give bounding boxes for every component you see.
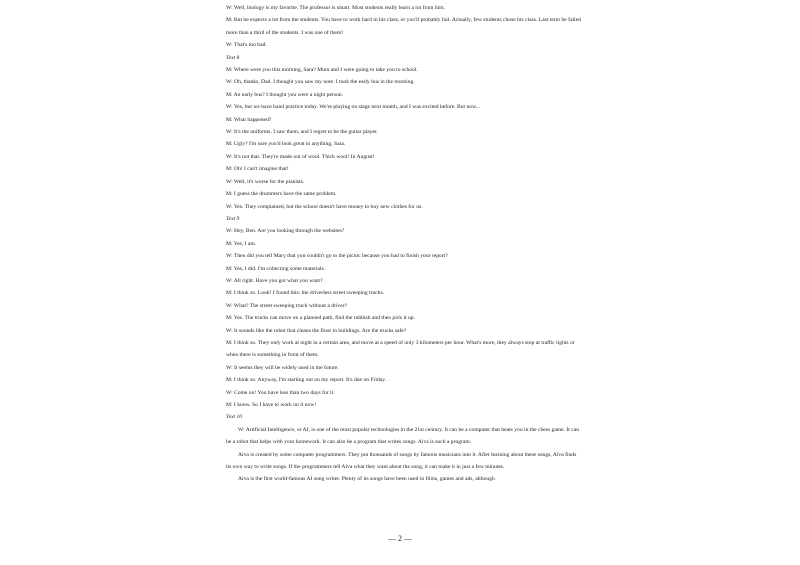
text-line: W: Well, biology is my favorite. The professor is smart. Most students really learn a lot from him. bbox=[226, 5, 445, 11]
text-paragraph: M: But he expects a lot from the students. You have to work hard in his class, or you'll probably fail. Actually, few students chose his class. Last term he failed more than a third of the students. I was one of them! bbox=[226, 17, 581, 36]
text-line: M: Yes. The trucks can move on a planned path, find the rubbish and then pick it up. bbox=[226, 315, 415, 322]
text-line: M: What happened? bbox=[226, 116, 272, 123]
section-heading: Text 10 bbox=[226, 414, 243, 421]
text-line: M: Yes, I am. bbox=[226, 240, 257, 247]
text-line: W: Come on! You have less than two days for it. bbox=[226, 389, 335, 396]
text-line: W: It's not that. They're made out of wool. Thick wool! In August! bbox=[226, 153, 375, 160]
text-line: W: It seems they will be widely used in the future. bbox=[226, 364, 339, 371]
page-number: — 2 — bbox=[388, 534, 412, 543]
text-line: W: Hey, Ben. Are you looking through the websites? bbox=[226, 228, 345, 235]
text-paragraph: Aiva is the first world-famous AI song writer. Plenty of its songs have been used in films, games and ads, although bbox=[238, 476, 495, 483]
text-line: W: Yes, but we have band practice today. We're playing on stage next month, and I was excited before. But now... bbox=[226, 104, 480, 111]
text-line: M: An early bus? I thought you were a night person. bbox=[226, 91, 343, 98]
text-line: W: That's too bad. bbox=[226, 42, 267, 49]
text-line: M: Oh! I can't imagine that! bbox=[226, 166, 289, 173]
text-paragraph: M: I think so. They only work at night in a certain area, and move at a speed of only 3 kilometers per hour. What's more, they always stop at traffic lights or when there is something in front of them. bbox=[226, 339, 575, 359]
text-line: M: Where were you this morning, Sara? Mum and I were going to take you to school. bbox=[226, 67, 418, 74]
text-line: W: What? The street sweeping truck without a driver? bbox=[226, 302, 348, 309]
section-heading: Text 8 bbox=[226, 54, 240, 61]
text-paragraph: Aiva is created by some computer programmers. They put thousands of songs by famous musicians into it. After learning about these songs, Aiva finds its own way to write songs. If the programmers tell Aiva what they want about the song, it can make it in just a few minutes. bbox=[226, 451, 577, 471]
text-line: W: Well, it's worse for the pianists. bbox=[226, 178, 305, 185]
text-paragraph: W: Artificial Intelligence, or AI, is one of the most popular technologies in the 21st century. It can be a computer that beats you in the chess game. It can be a robot that helps with your homework. It can also be a program that writes songs. Aiva is such a program. bbox=[226, 426, 580, 446]
text-line: W: Yes. They complained, but the school doesn't have money to buy new clothes for us. bbox=[226, 203, 423, 210]
text-line: W: Oh, thanks, Dad. I thought you saw my note. I took the early bus in the morning. bbox=[226, 79, 415, 86]
text-line: W: Then did you tell Mary that you couldn't go to the picnic because you had to finish your report? bbox=[226, 253, 448, 260]
text-line: M: I know. So I have to work on it now! bbox=[226, 402, 317, 408]
section-heading: Text 9 bbox=[226, 215, 240, 222]
body-text bbox=[226, 2, 581, 486]
text-line: W: It's the uniforms. I saw them, and I regret to be the guitar player. bbox=[226, 129, 378, 136]
text-line: M: I think so. Look! I found this: the driverless street sweeping trucks. bbox=[226, 290, 385, 297]
text-line: M: Yes, I did. I'm collecting some materials. bbox=[226, 265, 326, 272]
text-line: M: I guess the drummers have the same problem. bbox=[226, 191, 337, 198]
text-line: M: I think so. Anyway, I'm starting out on my report. It's due on Friday. bbox=[226, 377, 387, 384]
text-line: W: It sounds like the robot that cleans the floor in buildings. Are the trucks safe? bbox=[226, 327, 407, 334]
text-line: W: All right. Have you got what you want? bbox=[226, 277, 323, 284]
text-line: M: Ugly? I'm sure you'd look great in anything, Sara. bbox=[226, 141, 346, 148]
